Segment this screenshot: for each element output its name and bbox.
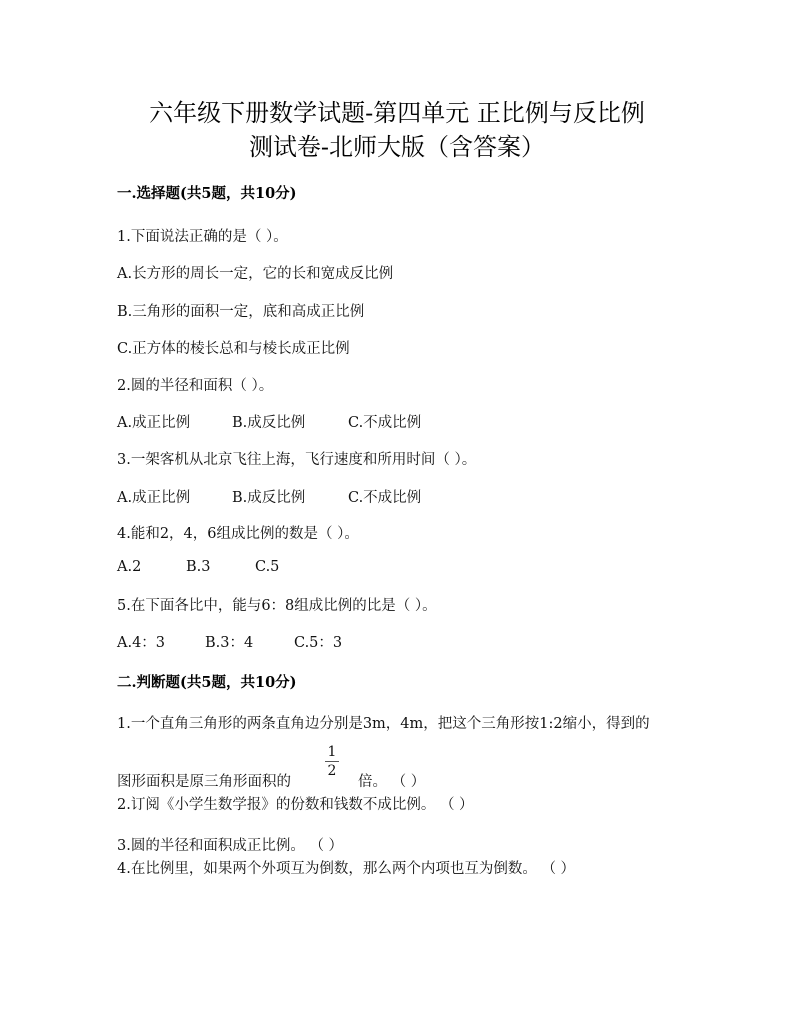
question-3-option-c: C.不成比例 (348, 490, 422, 506)
question-4-stem: 4.能和2，4，6组成比例的数是（ ）。 (117, 526, 359, 542)
question-2-option-c: C.不成比例 (348, 415, 422, 431)
question-3-option-b: B.成反比例 (232, 490, 306, 506)
judge-question-2: 2.订阅《小学生数学报》的份数和钱数不成比例。 （ ） (117, 797, 474, 813)
question-3-stem: 3.一架客机从北京飞往上海，飞行速度和所用时间（ ）。 (117, 452, 477, 468)
judge-question-1-prefix: 图形面积是原三角形面积的 (117, 774, 291, 790)
question-4-option-c: C.5 (255, 559, 280, 575)
question-1-stem: 1.下面说法正确的是（ ）。 (117, 229, 288, 245)
question-2-option-b: B.成反比例 (232, 415, 306, 431)
judge-question-1-line-2 (117, 770, 291, 791)
fraction-numerator: 1 (327, 744, 337, 760)
question-1-option-c: C.正方体的棱长总和与棱长成正比例 (117, 341, 350, 357)
fraction-denominator: 2 (327, 763, 337, 779)
question-2-option-a: A.成正比例 (117, 415, 191, 431)
judge-question-3: 3.圆的半径和面积成正比例。 （ ） (117, 838, 344, 854)
judge-question-1-suffix: 倍。 （ ） (358, 774, 426, 790)
question-3-option-a: A.成正比例 (117, 490, 191, 506)
question-5-option-c: C.5：3 (294, 635, 343, 651)
question-1-option-b: B.三角形的面积一定，底和高成正比例 (117, 304, 365, 320)
document-title-line-1: 六年级下册数学试题-第四单元 正比例与反比例 (149, 99, 645, 127)
document-title-line-2: 测试卷-北师大版（含答案） (248, 133, 546, 161)
judge-question-1-line-1: 1.一个直角三角形的两条直角边分别是3m，4m，把这个三角形按1:2缩小，得到的 (117, 716, 650, 732)
question-4-option-a: A.2 (117, 559, 142, 575)
question-4-option-b: B.3 (186, 559, 211, 575)
question-5-option-b: B.3：4 (205, 635, 254, 651)
judge-question-4: 4.在比例里，如果两个外项互为倒数，那么两个内项也互为倒数。 （ ） (117, 861, 576, 877)
question-1-option-a: A.长方形的周长一定，它的长和宽成反比例 (117, 266, 394, 282)
question-5-stem: 5.在下面各比中，能与6：8组成比例的比是（ ）。 (117, 598, 437, 614)
question-5-option-a: A.4：3 (117, 635, 166, 651)
question-2-stem: 2.圆的半径和面积（ ）。 (117, 378, 274, 394)
section-heading-choice: 一.选择题(共5题，共10分) (117, 185, 297, 202)
fraction-one-half (322, 744, 342, 779)
fraction-bar (325, 761, 339, 762)
section-heading-true-false: 二.判断题(共5题，共10分) (117, 674, 297, 691)
